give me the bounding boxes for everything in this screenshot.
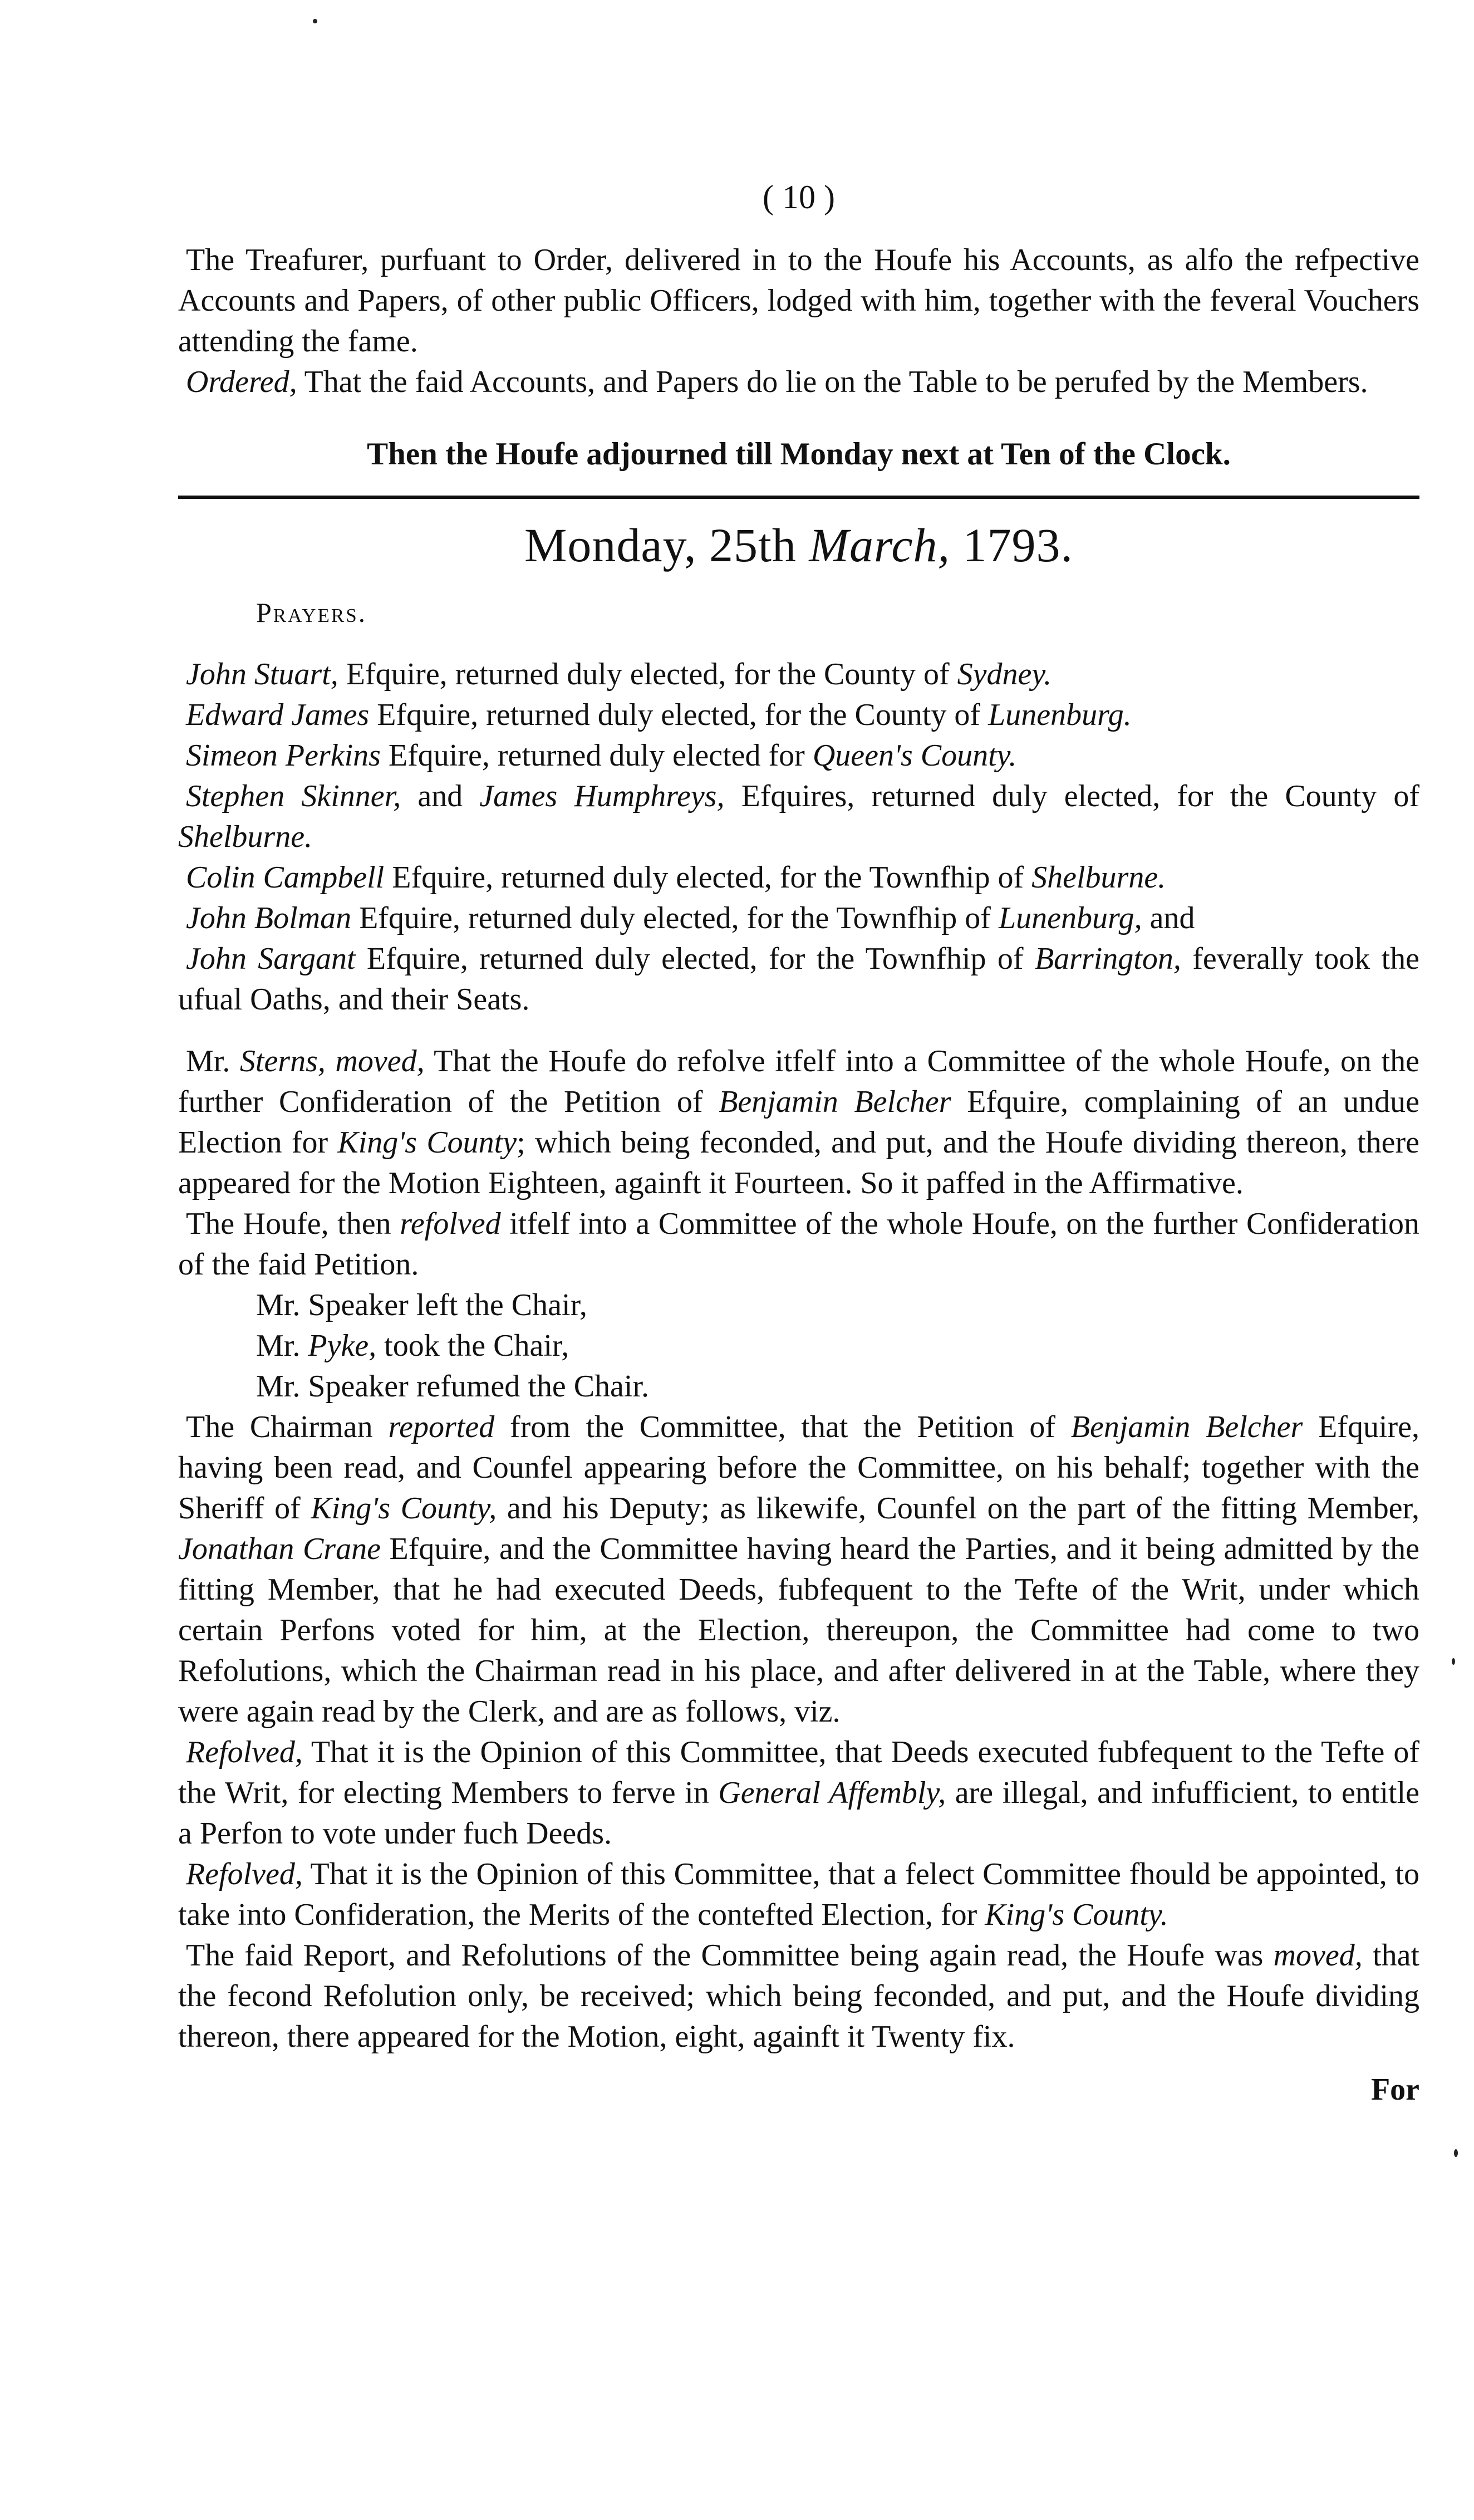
member-entry: Colin Campbell Efquire, returned duly elected, for the Townfhip of Shelburne. <box>186 860 1166 895</box>
paragraph-resolution-2: Refolved, That it is the Opinion of this Committee, that a felect Committee fhould be appointed, to take into Confideration, the Merits of the contefted Election, for King's County. <box>178 1857 1419 1932</box>
page-number: ( 10 ) <box>763 179 835 215</box>
chair-line: Mr. Speaker refumed the Chair. <box>256 1369 650 1404</box>
member-entry: Edward James Efquire, returned duly elected, for the County of Lunenburg. <box>186 698 1132 732</box>
member-entry: John Bolman Efquire, returned duly elected, for the Townfhip of Lunenburg, and <box>186 901 1195 935</box>
catchword: For <box>1370 2072 1419 2107</box>
ink-speck <box>313 19 317 23</box>
date-heading: Monday, 25th March, 1793. <box>524 518 1074 572</box>
ink-speck <box>1452 1658 1455 1665</box>
member-entry: John Sargant Efquire, returned duly elected, for the Townfhip of Barrington, feverally took the ufual Oaths, and their Seats. <box>178 942 1420 1017</box>
paragraph-report: The Chairman reported from the Committee, that the Petition of Benjamin Belcher Efquire, having been read, and Counfel appearing before the Committee, on his behalf; together with the Sheriff of King's County, and his Deputy; as likewife, Counfel on the part of the fitting Member, Jonathan Crane Efquire, and the Committee having heard the Parties, and it being admitted by the fitting Member, that he had executed Deeds, fubfequent to the Tefte of the Writ, under which certain Perfons voted for him, at the Election, thereupon, the Committee had come to two Refolutions, which the Chairman read in his place, and after delivered in at the Table, where they were again read by the Clerk, and are as follows, viz. <box>178 1410 1420 1729</box>
paragraph-treasurer: The Treafurer, purfuant to Order, delivered in to the Houfe his Accounts, as alfo the refpective Accounts and Papers, of other public Officers, lodged with him, together with the feveral Vouchers attending the fame. <box>178 243 1419 359</box>
section-rule <box>178 496 1419 499</box>
chair-line: Mr. Pyke, took the Chair, <box>256 1328 569 1363</box>
page-text <box>178 177 1419 2110</box>
chair-line: Mr. Speaker left the Chair, <box>256 1288 587 1322</box>
paragraph-motion-sterns: Mr. Sterns, moved, That the Houfe do refolve itfelf into a Committee of the whole Houfe, on the further Confideration of the Petition of Benjamin Belcher Efquire, complaining of an undue Election for King's County; which being feconded, and put, and the Houfe dividing thereon, there appeared for the Motion Eighteen, againft it Fourteen. So it paffed in the Affirmative. <box>178 1044 1420 1200</box>
paragraph-final-motion: The faid Report, and Refolutions of the Committee being again read, the Houfe was moved, that the fecond Refolution only, be received; which being feconded, and put, and the Houfe dividing thereon, there appeared for the Motion, eight, againft it Twenty fix. <box>178 1938 1419 2054</box>
paragraph-ordered: Ordered, That the faid Accounts, and Papers do lie on the Table to be perufed by the Members. <box>186 365 1368 399</box>
member-entry: Simeon Perkins Efquire, returned duly elected for Queen's County. <box>186 738 1017 773</box>
adjournment-line: Then the Houfe adjourned till Monday next at Ten of the Clock. <box>367 437 1231 472</box>
paragraph-committee: The Houfe, then refolved itfelf into a Committee of the whole Houfe, on the further Confideration of the faid Petition. <box>178 1207 1420 1282</box>
paragraph-resolution-1: Refolved, That it is the Opinion of this Committee, that Deeds executed fubfequent to the Tefte of the Writ, for electing Members to ferve in General Affembly, are illegal, and infufficient, to entitle a Perfon to vote under fuch Deeds. <box>178 1735 1420 1851</box>
prayers-heading: Prayers. <box>256 597 367 628</box>
ink-speck <box>1454 2149 1458 2157</box>
member-entry: Stephen Skinner, and James Humphreys, Efquires, returned duly elected, for the County of Shelburne. <box>178 779 1419 854</box>
member-entry: John Stuart, Efquire, returned duly elected, for the County of Sydney. <box>186 657 1052 692</box>
